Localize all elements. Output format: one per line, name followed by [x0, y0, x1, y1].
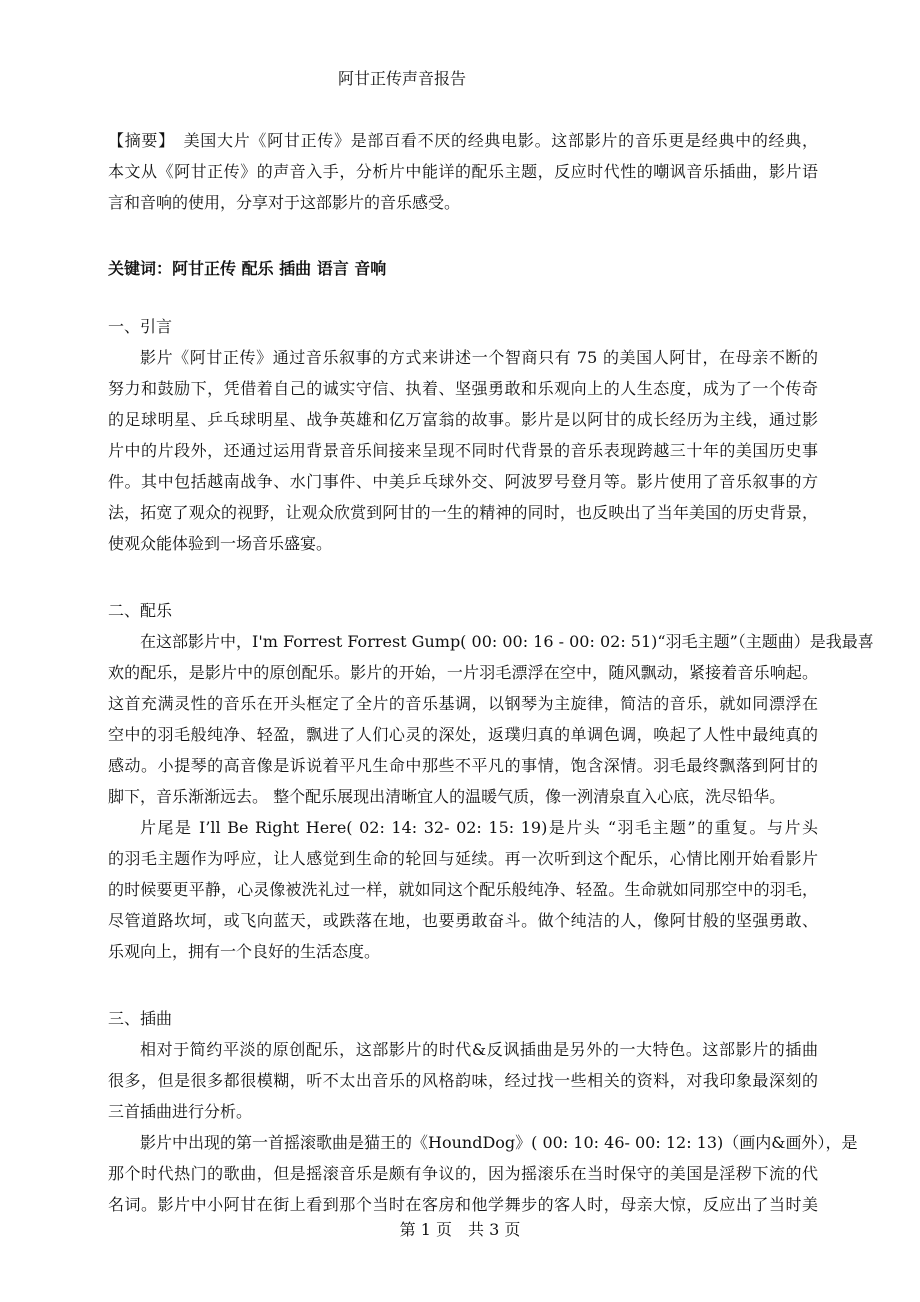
paragraph-line: 尽管道路坎坷，或飞向蓝天，或跌落在地，也要勇敢奋斗。做个纯洁的人，像阿甘般的坚强勇敢、	[108, 911, 818, 930]
paragraph-line: 努力和鼓励下，凭借着自己的诚实守信、执着、坚强勇敢和乐观向上的人生态度，成为了一个传奇	[108, 379, 818, 398]
paragraph-line: 法，拓宽了观众的视野，让观众欣赏到阿甘的一生的精神的同时，也反映出了当年美国的历史背景，	[108, 503, 818, 522]
document-title: 阿甘正传声音报告	[337, 69, 466, 88]
section-heading: 三、插曲	[108, 1009, 173, 1028]
paragraph-line: 片中的片段外，还通过运用背景音乐间接来呈现不同时代背景的音乐表现跨越三十年的美国历史事	[108, 441, 818, 460]
paragraph-line: 件。其中包括越南战争、水门事件、中美乒乓球外交、阿波罗号登月等。影片使用了音乐叙事的方	[108, 472, 818, 491]
paragraph-line: 的时候要更平静，心灵像被洗礼过一样，就如同这个配乐般纯净、轻盈。生命就如同那空中的羽毛，	[108, 880, 818, 899]
paragraph-line: 影片《阿甘正传》通过音乐叙事的方式来讲述一个智商只有 75 的美国人阿甘，在母亲不断的	[140, 348, 818, 367]
paragraph-line: 的足球明星、乒乓球明星、战争英雄和亿万富翁的故事。影片是以阿甘的成长经历为主线，通过影	[108, 410, 818, 429]
paragraph-line: 乐观向上，拥有一个良好的生活态度。	[108, 942, 381, 961]
section-heading: 二、配乐	[108, 601, 173, 620]
paragraph-line: 那个时代热门的歌曲，但是摇滚音乐是颇有争议的，因为摇滚乐在当时保守的美国是淫秽下流的代	[108, 1164, 818, 1183]
paragraph-line: 片尾是 I’ll Be Right Here( 02: 14: 32- 02: 15: 19)是片头 “羽毛主题”的重复。与片头	[140, 818, 818, 837]
abstract-line: 【摘要】 美国大片《阿甘正传》是部百看不厌的经典电影。这部影片的音乐更是经典中的经典，	[108, 131, 818, 150]
paragraph-line: 使观众能体验到一场音乐盛宴。	[108, 534, 333, 553]
paragraph-line: 这首充满灵性的音乐在开头框定了全片的音乐基调，以钢琴为主旋律，简洁的音乐，就如同漂浮在	[108, 694, 818, 713]
paragraph-line: 空中的羽毛般纯净、轻盈，飘进了人们心灵的深处，返璞归真的单调色调，唤起了人性中最纯真的	[108, 725, 818, 744]
paragraph-line: 感动。小提琴的高音像是诉说着平凡生命中那些不平凡的事情，饱含深情。羽毛最终飘落到阿甘的	[108, 756, 818, 775]
paragraph-line: 很多，但是很多都很模糊，听不太出音乐的风格韵味，经过找一些相关的资料，对我印象最深刻的	[108, 1071, 818, 1090]
paragraph-line: 三首插曲进行分析。	[108, 1102, 253, 1121]
paragraph-line: 脚下，音乐渐渐远去。 整个配乐展现出清晰宜人的温暖气质，像一洌清泉直入心底，洗尽铅华。	[108, 787, 786, 806]
paragraph-line: 的羽毛主题作为呼应，让人感觉到生命的轮回与延续。再一次听到这个配乐，心情比刚开始看影片	[108, 849, 818, 868]
paragraph-line: 名词。影片中小阿甘在街上看到那个当时在客房和他学舞步的客人时，母亲大惊，反应出了当时美	[108, 1195, 818, 1214]
paragraph-line: 欢的配乐，是影片中的原创配乐。影片的开始，一片羽毛漂浮在空中，随风飘动，紧接着音乐响起。	[108, 663, 818, 682]
page-footer: 第 1 页 共 3 页	[399, 1220, 521, 1239]
abstract-line: 言和音响的使用，分享对于这部影片的音乐感受。	[108, 193, 461, 212]
abstract-line: 本文从《阿甘正传》的声音入手，分析片中能详的配乐主题，反应时代性的嘲讽音乐插曲，影片语	[108, 162, 818, 181]
section-heading: 一、引言	[108, 317, 173, 336]
paragraph-line: 在这部影片中，I'm Forrest Forrest Gump( 00: 00: 16 - 00: 02: 51)“羽毛主题”（主题曲）是我最喜	[140, 632, 874, 651]
keywords: 关键词：阿甘正传 配乐 插曲 语言 音响	[108, 259, 387, 278]
paragraph-line: 相对于简约平淡的原创配乐，这部影片的时代&反讽插曲是另外的一大特色。这部影片的插曲	[140, 1040, 818, 1059]
paragraph-line: 影片中出现的第一首摇滚歌曲是猫王的《HoundDog》( 00: 10: 46- 00: 12: 13)（画内&画外），是	[140, 1133, 858, 1152]
